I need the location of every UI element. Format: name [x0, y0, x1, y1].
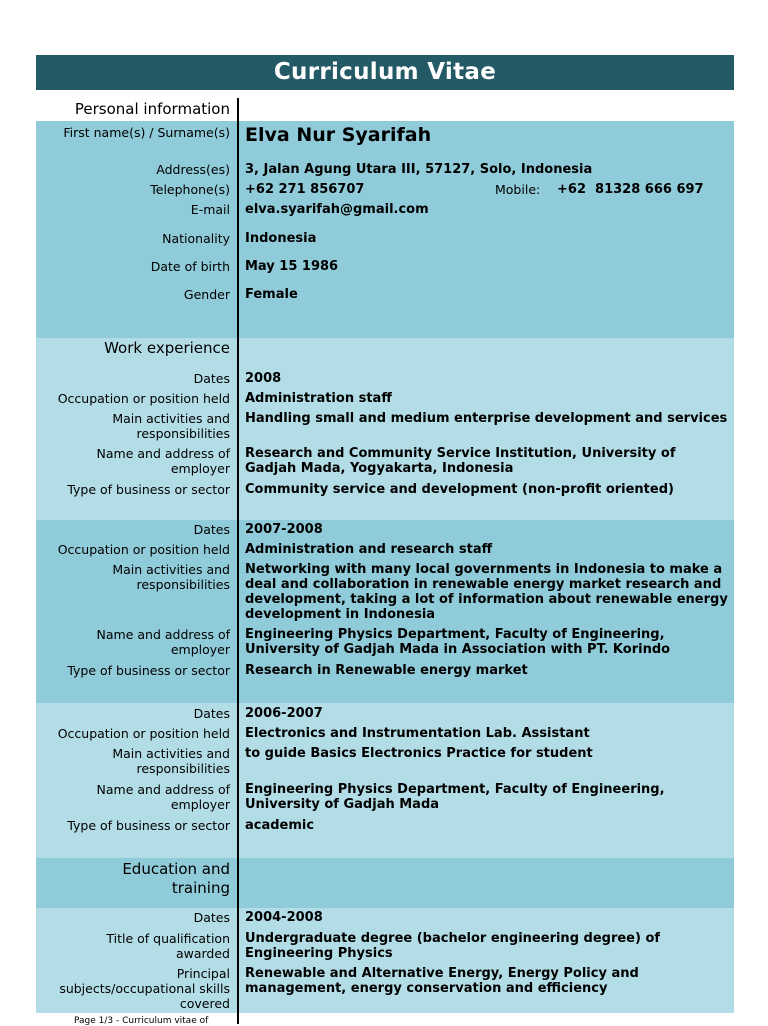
edu-subjects-label: Principal subjects/occupational skills covered [59, 966, 230, 1011]
work-dates-value: 2007-2008 [245, 522, 323, 537]
gender-label: Gender [183, 287, 230, 302]
work-employer-label: Name and address of employer [96, 446, 230, 476]
page-footer: Page 1/3 - Curriculum vitae of [74, 1016, 209, 1026]
work-sector-label: Type of business or sector [67, 482, 230, 497]
work-occupation-value: Administration and research staff [245, 542, 493, 557]
work-activities-value: Networking with many local governments in Indonesia to make a deal and collaboration in renewable energy market research and development, taking a lot of information about renewable energy development in Indonesia [245, 562, 728, 622]
email-label: E-mail [190, 202, 230, 217]
personal-info-band [36, 121, 734, 338]
email-value: elva.syarifah@gmail.com [245, 202, 429, 217]
work-activities-label: Main activities and responsibilities [112, 746, 230, 776]
work-dates-label: Dates [193, 522, 230, 537]
work-sector-value: Research in Renewable energy market [245, 663, 528, 678]
gender-value: Female [245, 287, 298, 302]
cv-title: Curriculum Vitae [36, 55, 734, 90]
work-employer-value: Research and Community Service Institution, University of Gadjah Mada, Yogyakarta, Indonesia [245, 446, 676, 476]
mobile-label: Mobile: [495, 182, 541, 197]
full-name: Elva Nur Syarifah [245, 124, 432, 146]
work-activities-label: Main activities and responsibilities [112, 562, 230, 592]
nationality-value: Indonesia [245, 231, 317, 246]
work-occupation-value: Administration staff [245, 391, 392, 406]
work-employer-label: Name and address of employer [96, 782, 230, 812]
work-employer-label: Name and address of employer [96, 627, 230, 657]
work-occupation-label: Occupation or position held [57, 726, 230, 741]
work-sector-value: Community service and development (non-profit oriented) [245, 482, 674, 497]
work-employer-value: Engineering Physics Department, Faculty of Engineering, University of Gadjah Mada in Association with PT. Korindo [245, 627, 671, 657]
mobile-value: +62 81328 666 697 [557, 182, 704, 197]
name-label: First name(s) / Surname(s) [63, 125, 230, 140]
work-dates-value: 2006-2007 [245, 706, 323, 721]
work-occupation-label: Occupation or position held [57, 542, 230, 557]
telephone-label: Telephone(s) [150, 182, 230, 197]
address-label: Address(es) [156, 162, 230, 177]
work-occupation-value: Electronics and Instrumentation Lab. Assistant [245, 726, 590, 741]
edu-dates-value: 2004-2008 [245, 910, 323, 925]
work-sector-value: academic [245, 818, 315, 833]
dob-label: Date of birth [150, 259, 230, 274]
work-activities-value: to guide Basics Electronics Practice for student [245, 746, 593, 761]
work-sector-label: Type of business or sector [67, 663, 230, 678]
edu-qualification-label: Title of qualification awarded [106, 931, 230, 961]
address-value: 3, Jalan Agung Utara III, 57127, Solo, Indonesia [245, 162, 593, 177]
telephone-value: +62 271 856707 [245, 182, 365, 197]
work-employer-value: Engineering Physics Department, Faculty of Engineering, University of Gadjah Mada [245, 782, 665, 812]
work-dates-label: Dates [193, 706, 230, 721]
personal-info-heading: Personal information [74, 100, 230, 118]
edu-qualification-value: Undergraduate degree (bachelor engineering degree) of Engineering Physics [245, 931, 661, 961]
work-dates-label: Dates [193, 371, 230, 386]
work-experience-heading: Work experience [104, 339, 230, 357]
work-activities-label: Main activities and responsibilities [112, 411, 230, 441]
dob-value: May 15 1986 [245, 259, 339, 274]
footer-divider [237, 1016, 238, 1024]
work-dates-value: 2008 [245, 371, 282, 386]
edu-subjects-value: Renewable and Alternative Energy, Energy Policy and management, energy conservation and efficiency [245, 966, 639, 996]
nationality-label: Nationality [162, 231, 230, 246]
work-occupation-label: Occupation or position held [57, 391, 230, 406]
work-sector-label: Type of business or sector [67, 818, 230, 833]
edu-dates-label: Dates [193, 910, 230, 925]
work-activities-value: Handling small and medium enterprise development and services [245, 411, 728, 426]
column-divider [237, 98, 239, 1024]
education-heading: Education and training [122, 860, 230, 897]
